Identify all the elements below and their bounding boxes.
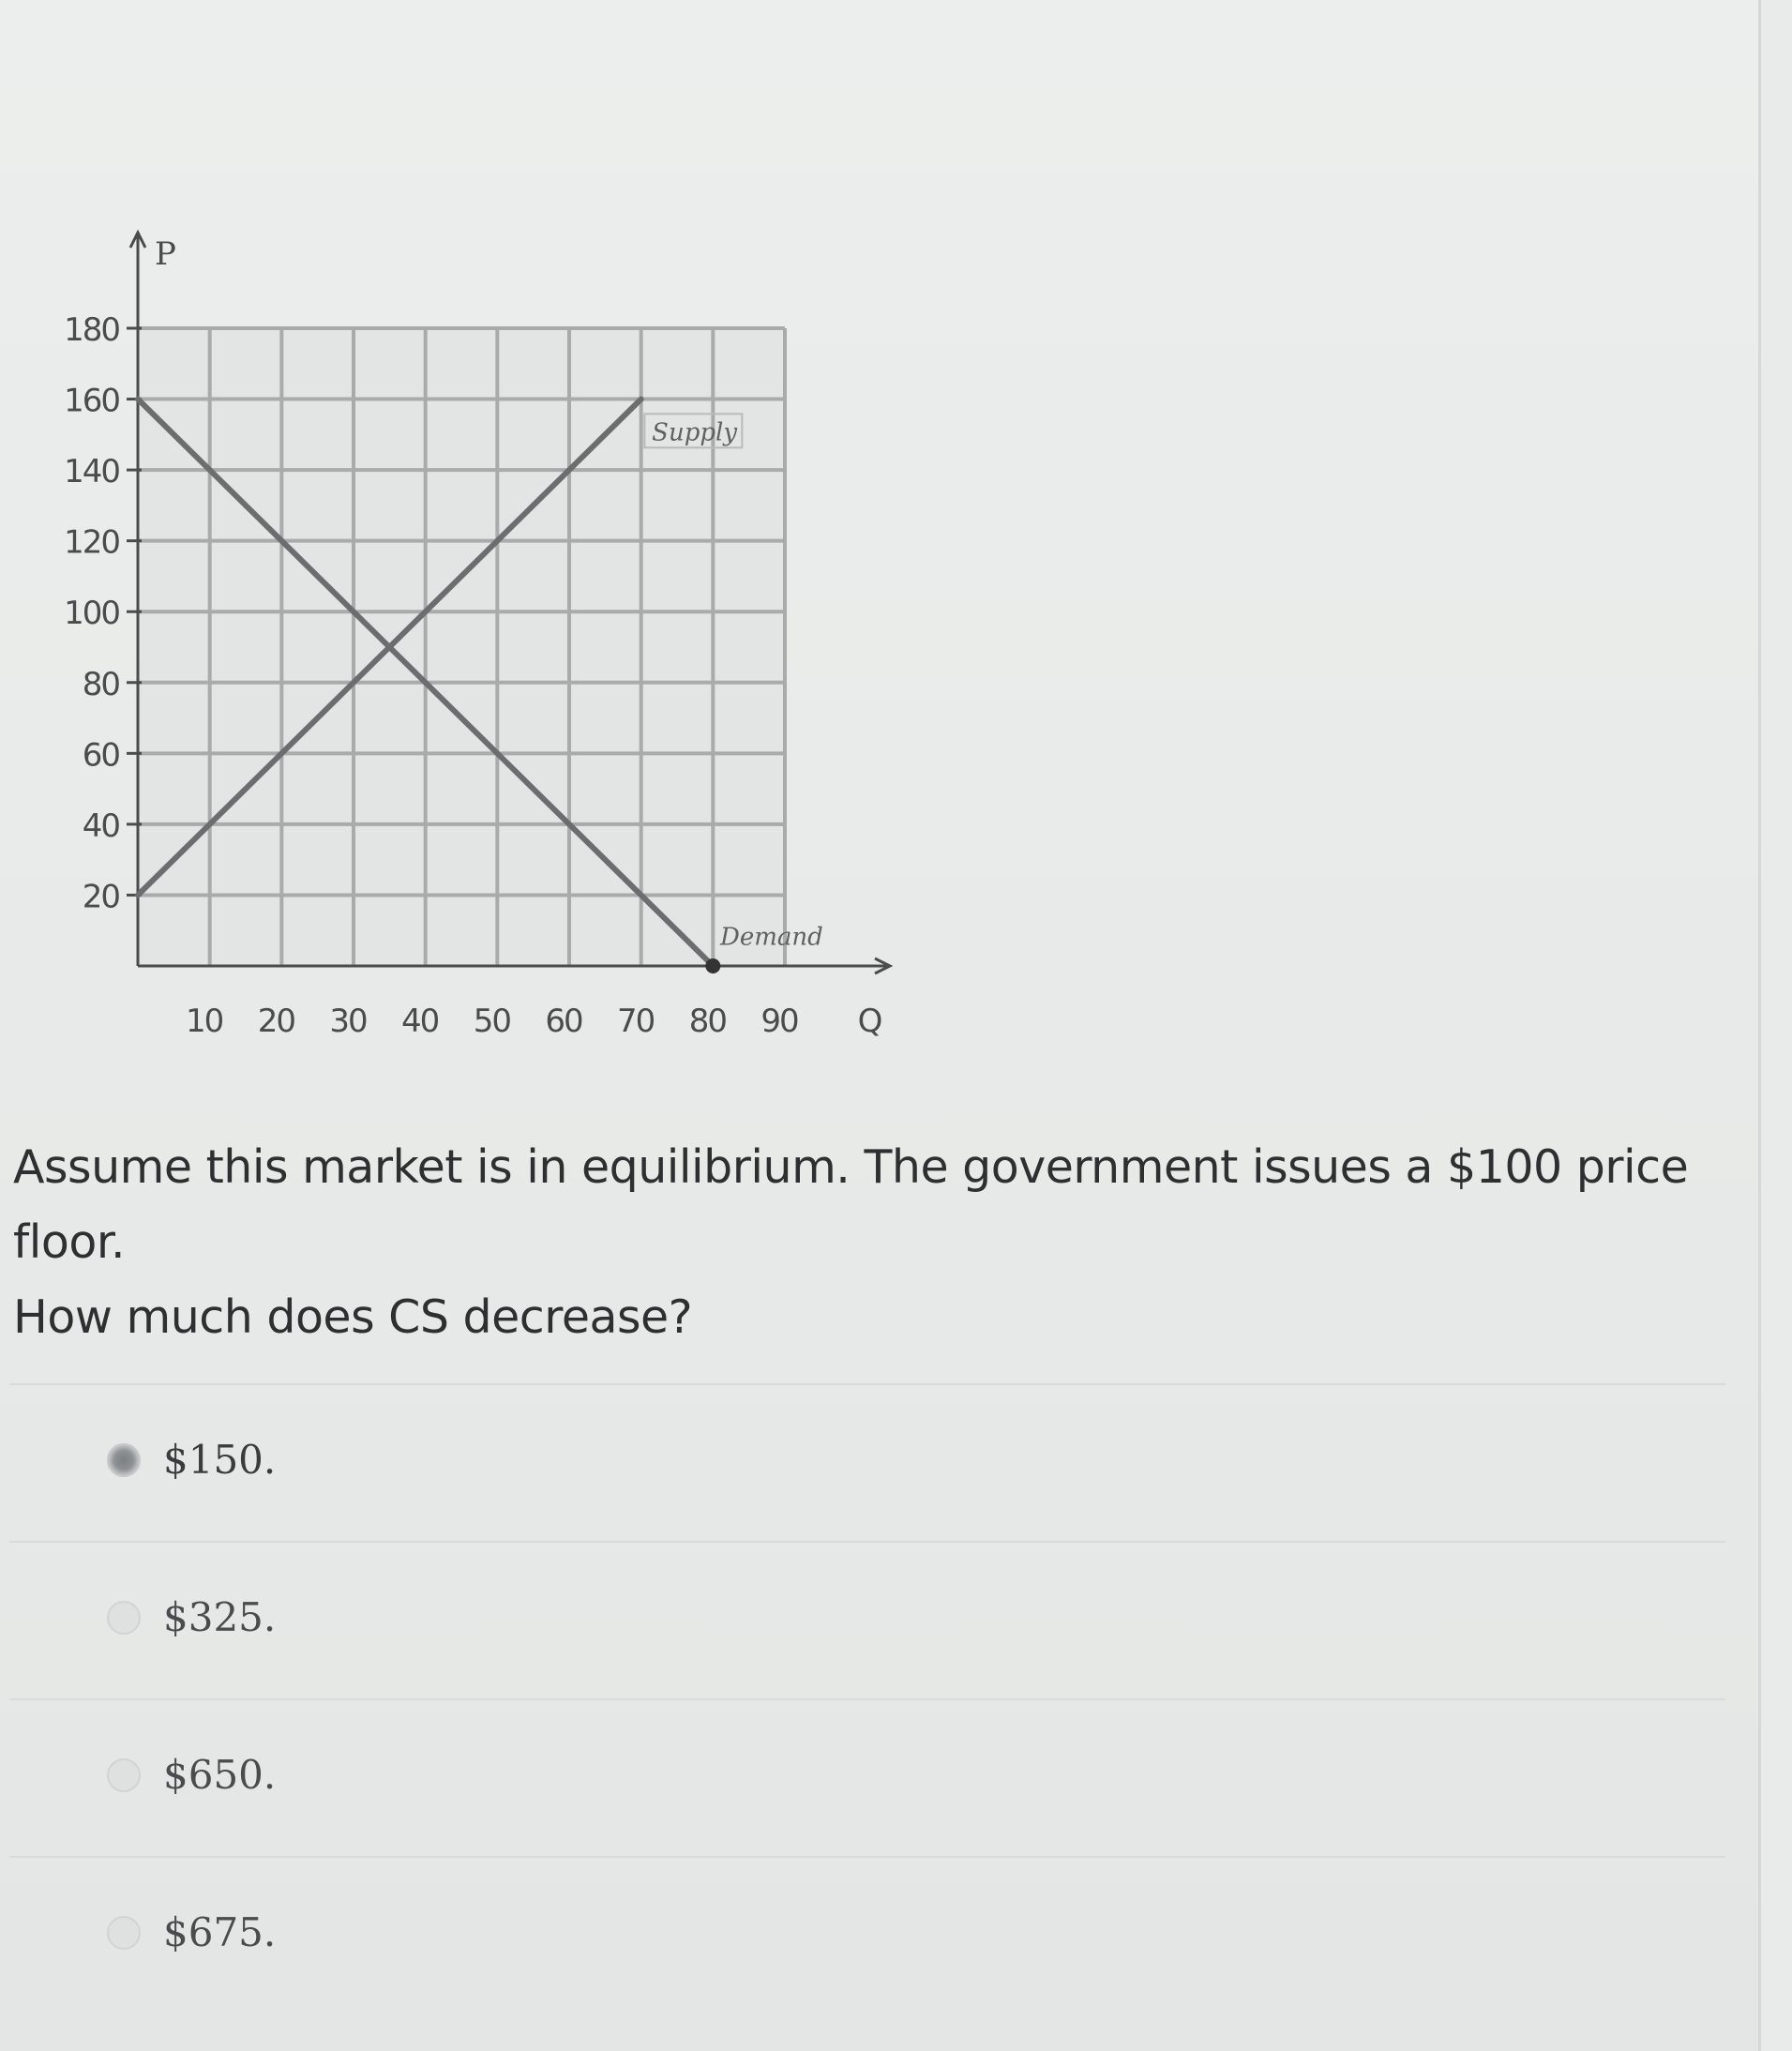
x-tick-label: 10: [186, 1003, 223, 1040]
supply-demand-chart: [38, 216, 919, 1041]
y-tick-label: 160: [64, 382, 119, 420]
y-axis-label: P: [155, 235, 176, 273]
y-tick-label: 20: [82, 878, 119, 916]
x-tick-label: 90: [760, 1003, 798, 1040]
y-tick-label: 100: [64, 595, 119, 633]
x-tick-label: 80: [688, 1003, 726, 1040]
y-tick-label: 140: [64, 453, 119, 491]
answer-options: [9, 1383, 1725, 2013]
radio-button[interactable]: [107, 1601, 141, 1635]
y-tick-label: 120: [64, 523, 119, 562]
option-label[interactable]: $325.: [163, 1594, 277, 1640]
demand-label: Demand: [720, 923, 823, 952]
x-tick-label: 70: [617, 1003, 655, 1040]
option-row-2[interactable]: [9, 1541, 1725, 1698]
option-row-1[interactable]: [9, 1383, 1725, 1541]
option-label[interactable]: $675.: [163, 1909, 277, 1955]
x-tick-label: 50: [473, 1003, 510, 1040]
question-line-1: Assume this market is in equilibrium. The government issues a $100 price floor.: [13, 1140, 1689, 1269]
x-tick-label: 60: [545, 1003, 582, 1040]
y-tick-label: 80: [82, 665, 119, 703]
radio-button[interactable]: [107, 1758, 141, 1792]
question-line-2: How much does CS decrease?: [13, 1290, 693, 1344]
option-row-3[interactable]: [9, 1698, 1725, 1856]
x-tick-label: 20: [257, 1003, 294, 1040]
x-tick-label: 30: [329, 1003, 367, 1040]
x-tick-label: 40: [401, 1003, 439, 1040]
x-axis-label: Q: [857, 1003, 883, 1040]
radio-button[interactable]: [107, 1916, 141, 1950]
demand-endpoint-point: [705, 958, 720, 973]
y-tick-label: 40: [82, 807, 119, 845]
option-label[interactable]: $650.: [163, 1752, 277, 1798]
question-text: [13, 1130, 1739, 1355]
chart-svg: [38, 216, 919, 1041]
option-row-4[interactable]: [9, 1856, 1725, 2013]
y-tick-label: 60: [82, 736, 119, 775]
supply-label: Supply: [652, 418, 738, 447]
radio-button-selected[interactable]: [107, 1443, 141, 1477]
y-tick-label: 180: [64, 311, 119, 349]
option-label[interactable]: $150.: [163, 1437, 277, 1483]
